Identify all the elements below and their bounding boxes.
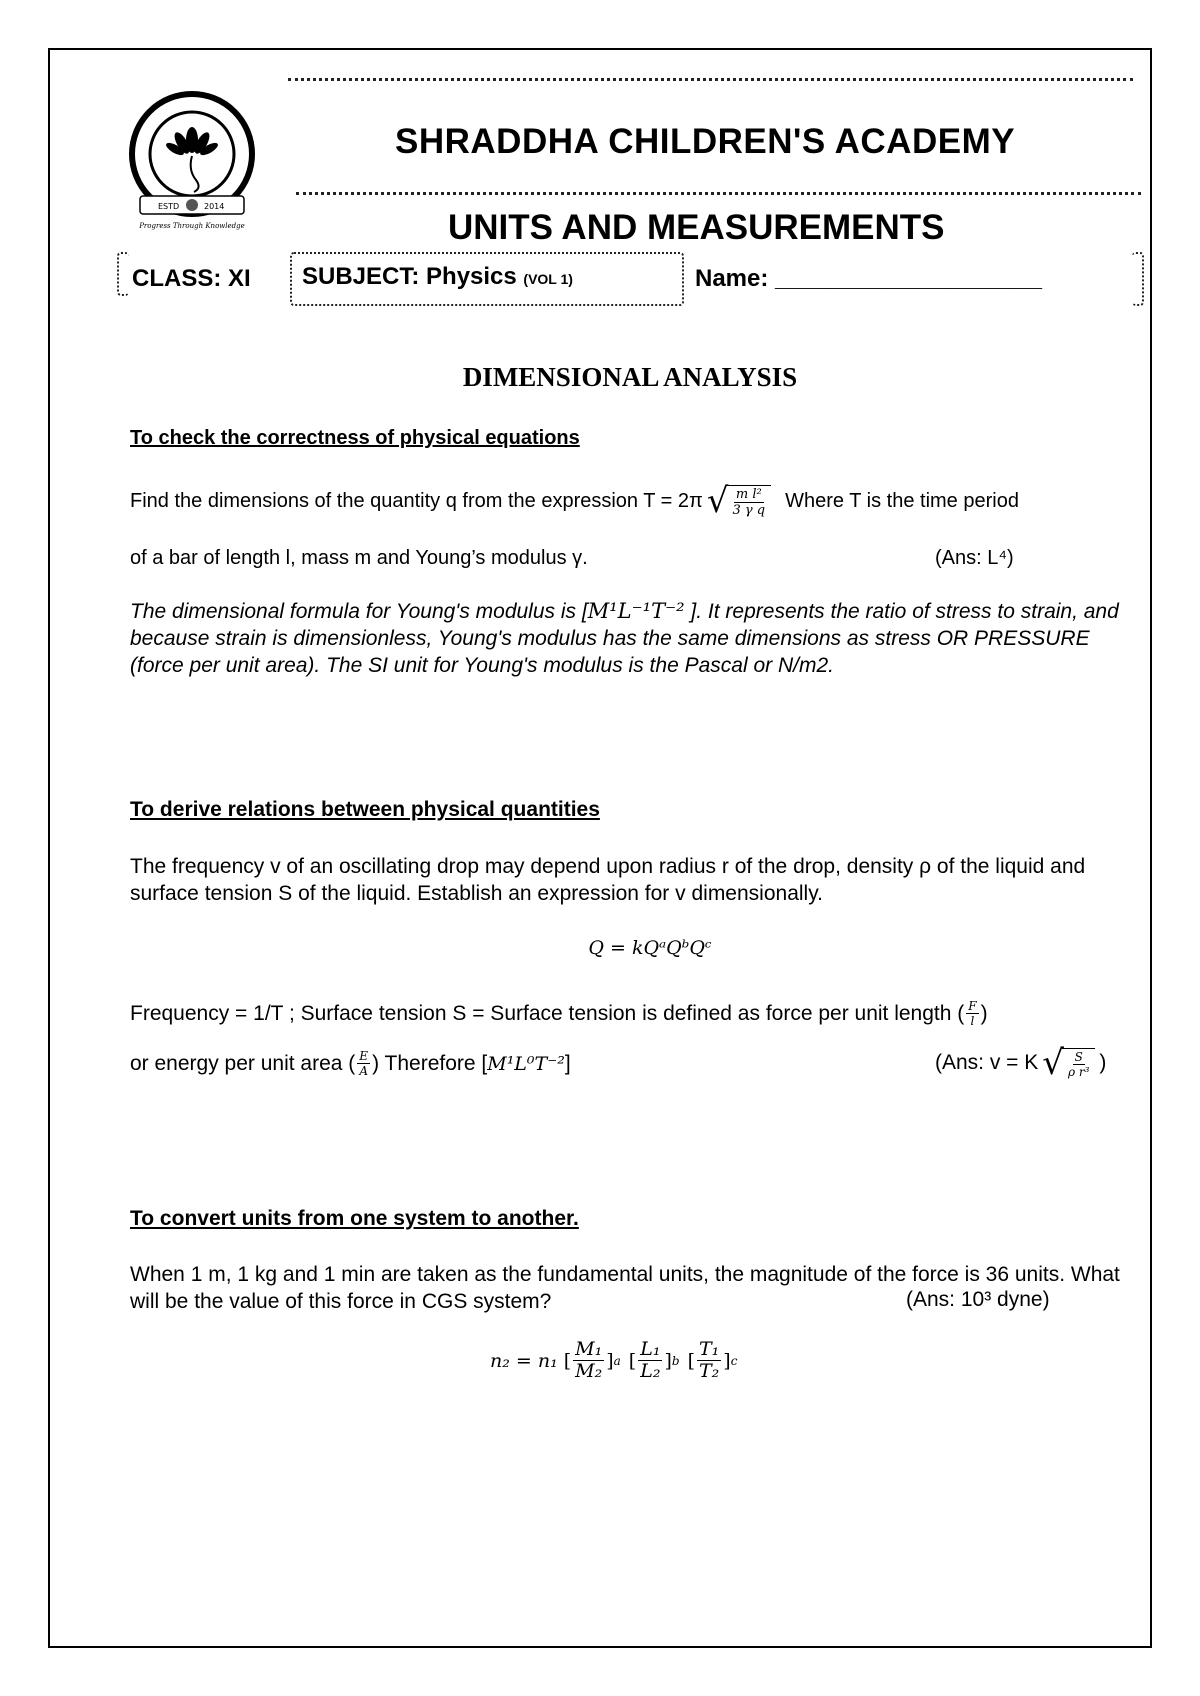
s3-exp-a: a: [613, 1353, 621, 1368]
s2-line1-num: F: [968, 999, 977, 1013]
s3-formula: n₂ = n₁ [ $\frac{\text{M₁}}{\text{M₂}}$ ] a [ $\frac{\text{L₁}}{\text{L₂}}$ ] b [ $\frac{\text{T₁}}{\text{T₂}}$ ] c: [490, 1338, 738, 1382]
s3-t-num: T₁: [698, 1338, 720, 1360]
class-label: CLASS: XI: [132, 265, 251, 292]
s3-m-num: M₁: [575, 1338, 603, 1360]
s3-question: When 1 m, 1 kg and 1 min are taken as the fundamental units, the magnitude of the force is 36 units. What will be the value of this force in CGS system?: [130, 1263, 1120, 1313]
s2-line2-mid: ) Therefore [: [372, 1051, 488, 1075]
s2-heading: To derive relations between physical quantities: [130, 798, 600, 821]
s2-line2-close: ]: [564, 1051, 571, 1075]
subject: [302, 263, 573, 291]
s1-q-den: 3 γ q: [732, 503, 766, 518]
s1-q-part1: Find the dimensions of the quantity q from the expression T = 2π: [130, 489, 703, 512]
school-name: SHRADDHA CHILDREN'S ACADEMY: [395, 122, 1016, 161]
s2-question: The frequency v of an oscillating drop may depend upon radius r of the drop, density ρ of the liquid and surface tension S of the liquid. Establish an expression for v dimensionally.: [130, 855, 1086, 905]
s2-formula: Q = kQᵃQᵇQᶜ: [588, 937, 712, 959]
s2-line1: [130, 1000, 1140, 1027]
name-bracket: [1132, 252, 1144, 306]
main-title: DIMENSIONAL ANALYSIS: [462, 362, 798, 392]
s2-line2-num: E: [359, 1049, 369, 1063]
s3-t-den: T₂: [698, 1360, 720, 1382]
s2-line2-den: A: [359, 1064, 369, 1078]
s1-note-p1: The dimensional formula for Young's modulus is [: [130, 600, 588, 623]
logo-estd: ESTD: [158, 202, 180, 211]
subject-vol: (VOL 1): [523, 271, 573, 287]
sqrt-icon: √: [1042, 1043, 1064, 1083]
s1-question-line1: [130, 481, 1140, 521]
s2-line1-text: Frequency = 1/T ; Surface tension S = Surface tension is defined as force per unit length (: [130, 1001, 965, 1025]
s2-line2: [130, 1050, 571, 1077]
s1-q-part2: Where T is the time period: [785, 489, 1019, 512]
s1-note: [130, 598, 1140, 679]
s1-sqrt: [706, 481, 771, 521]
subject-label: SUBJECT: Physics: [302, 263, 517, 290]
s2-answer: [935, 1043, 1107, 1083]
header-divider-middle: [296, 192, 1141, 195]
s2-answer-suffix: ): [1099, 1051, 1107, 1074]
s2-line1-close: ): [980, 1001, 988, 1025]
s2-line1-den: l: [970, 1014, 975, 1028]
s3-formula-lhs: n₂ = n₁: [490, 1349, 558, 1372]
s3-exp-c: c: [730, 1353, 738, 1368]
s1-note-formula: M¹L⁻¹T⁻²: [587, 599, 685, 623]
s2-answer-num: S: [1074, 1050, 1083, 1064]
s3-answer: (Ans: 10³ dyne): [906, 1288, 1050, 1311]
s3-l-den: L₂: [640, 1360, 661, 1382]
s1-heading: To check the correctness of physical equations: [130, 427, 580, 449]
s3-l-num: L₁: [640, 1338, 661, 1360]
class-bracket: [117, 252, 129, 296]
s2-answer-den: ρ r³: [1067, 1065, 1090, 1079]
logo-year: 2014: [204, 202, 225, 211]
lotus-icon: [164, 127, 219, 192]
logo-motto: Progress Through Knowledge: [139, 222, 245, 230]
s1-question-line2: of a bar of length l, mass m and Young’s modulus γ.: [130, 547, 588, 569]
s3-exp-b: b: [671, 1353, 680, 1368]
sqrt-icon: √: [706, 481, 729, 521]
school-logo: [118, 88, 266, 238]
header-divider-top: [288, 78, 1133, 81]
s3-m-den: M₂: [575, 1360, 603, 1382]
name-field[interactable]: Name: ____________________: [695, 265, 1042, 292]
s2-line2-text: or energy per unit area (: [130, 1051, 356, 1075]
s3-heading: To convert units from one system to another.: [130, 1207, 579, 1230]
s1-answer: (Ans: L⁴): [935, 547, 1014, 569]
s1-q-num: m l²: [735, 487, 762, 502]
chapter-title: UNITS AND MEASUREMENTS: [448, 208, 945, 247]
s2-line2-formula: M¹L⁰T⁻²: [487, 1052, 565, 1075]
s2-answer-prefix: (Ans: v = K: [935, 1051, 1039, 1074]
s1-note-p2: ]. It represents the ratio of stress to strain, and because strain is dimensionless, Young's modulus has the same dimensions as stress OR PRESSURE (force per unit area). The SI unit for Young's modulus is the Pascal or N/m2.: [130, 600, 1119, 677]
